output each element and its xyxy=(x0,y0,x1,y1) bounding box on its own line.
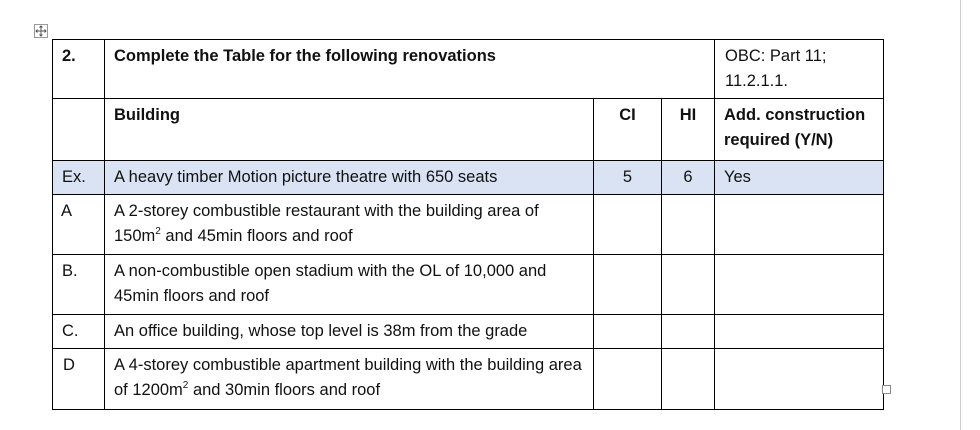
empty-header-cell xyxy=(53,99,105,161)
row-label: Ex. xyxy=(53,161,105,195)
ci-answer-cell[interactable] xyxy=(594,349,662,410)
question-title: Complete the Table for the following renovations xyxy=(105,40,715,99)
add-construction-answer-cell[interactable] xyxy=(715,195,884,255)
add-construction-answer-cell[interactable] xyxy=(715,315,884,349)
ci-column-header: CI xyxy=(594,99,662,161)
hi-value: 6 xyxy=(662,161,715,195)
row-label: D xyxy=(53,349,105,410)
hi-answer-cell[interactable] xyxy=(662,315,715,349)
hi-column-header: HI xyxy=(662,99,715,161)
row-label: A xyxy=(53,195,105,255)
building-column-header: Building xyxy=(105,99,594,161)
table-row xyxy=(53,349,884,410)
table-title-row xyxy=(53,40,884,99)
add-construction-answer-cell[interactable] xyxy=(715,255,884,315)
building-description xyxy=(105,349,594,410)
building-text: and 45min floors and roof xyxy=(160,227,353,245)
superscript: 2 xyxy=(182,379,189,391)
ci-answer-cell[interactable] xyxy=(594,255,662,315)
ci-value: 5 xyxy=(594,161,662,195)
hi-answer-cell[interactable] xyxy=(662,255,715,315)
building-text: A 4-storey combustible apartment building with the building area of 1200m xyxy=(114,356,582,399)
building-description: A heavy timber Motion picture theatre with 650 seats xyxy=(105,161,594,195)
document-margin-line xyxy=(960,0,961,430)
table-row xyxy=(53,255,884,315)
ci-answer-cell[interactable] xyxy=(594,315,662,349)
table-row xyxy=(53,315,884,349)
add-construction-answer-cell[interactable] xyxy=(715,349,884,410)
example-row xyxy=(53,161,884,195)
hi-answer-cell[interactable] xyxy=(662,195,715,255)
add-construction-value: Yes xyxy=(715,161,884,195)
building-description: An office building, whose top level is 38m from the grade xyxy=(105,315,594,349)
ci-answer-cell[interactable] xyxy=(594,195,662,255)
table-move-handle-icon[interactable] xyxy=(34,24,48,38)
table-resize-handle-icon[interactable] xyxy=(882,385,891,394)
building-text: A 2-storey combustible restaurant with the building area of 150m xyxy=(114,202,539,245)
renovations-table xyxy=(52,39,884,410)
question-number: 2. xyxy=(53,40,105,99)
row-label: B. xyxy=(53,255,105,315)
row-label: C. xyxy=(53,315,105,349)
code-reference: OBC: Part 11; 11.2.1.1. xyxy=(715,40,884,99)
building-text: and 30min floors and roof xyxy=(188,381,381,399)
add-construction-column-header: Add. construction required (Y/N) xyxy=(715,99,884,161)
column-header-row xyxy=(53,99,884,161)
table-row xyxy=(53,195,884,255)
building-description xyxy=(105,195,594,255)
hi-answer-cell[interactable] xyxy=(662,349,715,410)
building-description: A non-combustible open stadium with the OL of 10,000 and 45min floors and roof xyxy=(105,255,594,315)
superscript: 2 xyxy=(155,225,161,237)
